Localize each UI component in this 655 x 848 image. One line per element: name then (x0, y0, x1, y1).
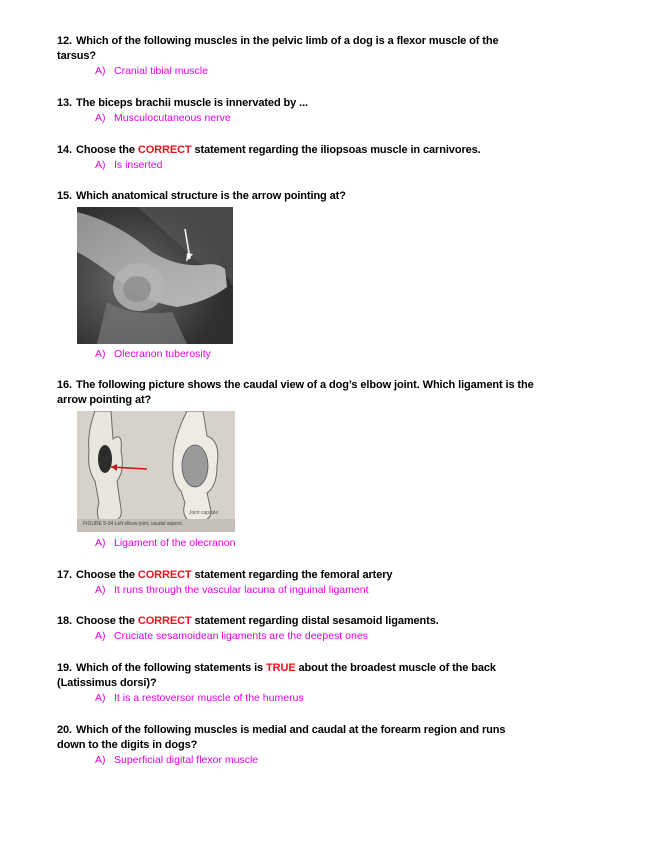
question-text: Which of the following muscles in the pelvic limb of a dog is a flexor muscle of the (76, 35, 499, 47)
question-text: Which anatomical structure is the arrow pointing at? (76, 190, 346, 202)
question-17: 17. Choose the CORRECT statement regarding the femoral artery A) It runs through the vascular lacuna of inguinal ligament (57, 568, 597, 598)
question-text-cont: arrow pointing at? (57, 394, 152, 406)
question-number: 18. (57, 615, 72, 627)
question-15 (57, 189, 597, 204)
question-text: Which of the following muscles is medial and caudal at the forearm region and runs (76, 724, 506, 736)
question-13 (57, 96, 597, 126)
question-20 (57, 723, 597, 768)
emphasis-word: CORRECT (137, 144, 192, 156)
question-18: 18. Choose the CORRECT statement regarding distal sesamoid ligaments. A) Cruciate sesamoidean ligaments are the deepest ones (57, 614, 597, 644)
question-number: 14. (57, 144, 72, 156)
emphasis-word: CORRECT (137, 569, 192, 581)
answer: A) Cranial tibial muscle (95, 65, 208, 77)
question-14: 14. Choose the CORRECT statement regarding the iliopsoas muscle in carnivores. A) Is inserted (57, 143, 597, 173)
answer-15-wrapper (57, 347, 597, 362)
answer: A) Olecranon tuberosity (95, 348, 211, 360)
question-text-cont: tarsus? (57, 50, 97, 62)
figure-caption: FIGURE 5-34 Left elbow joint, caudal aspect. (83, 521, 184, 527)
answer: A) Ligament of the olecranon (95, 537, 236, 549)
question-16 (57, 378, 597, 408)
question-text: The following picture shows the caudal view of a dog’s elbow joint. Which ligament is the (76, 379, 534, 391)
question-number: 16. (57, 379, 72, 391)
question-text-cont: down to the digits in dogs? (57, 739, 198, 751)
answer: A) Musculocutaneous nerve (95, 112, 231, 124)
question-number: 20. (57, 724, 72, 736)
question-number: 13. (57, 97, 72, 109)
question-number: 15. (57, 190, 72, 202)
answer-16-wrapper (57, 536, 597, 551)
question-text-cont: (Latissimus dorsi)? (57, 677, 157, 689)
answer: A) Cruciate sesamoidean ligaments are the deepest ones (95, 630, 368, 642)
emphasis-word: TRUE (266, 662, 296, 674)
elbow-ligament-figure (77, 411, 235, 532)
question-12 (57, 34, 597, 79)
question-number: 19. (57, 662, 72, 674)
question-number: 17. (57, 569, 72, 581)
question-19: 19. Which of the following statements is TRUE about the broadest muscle of the back (Latissimus dorsi)? A) It is a restoversor muscle of the humerus (57, 661, 597, 706)
question-number: 12. (57, 35, 72, 47)
answer: A) It runs through the vascular lacuna of inguinal ligament (95, 584, 369, 596)
answer: A) It is a restoversor muscle of the humerus (95, 692, 304, 704)
joint-capsule-label: Joint capsule (189, 510, 219, 516)
xray-elbow-image (77, 207, 233, 344)
emphasis-word: CORRECT (137, 615, 192, 627)
question-text: The biceps brachii muscle is innervated by ... (76, 97, 308, 109)
answer: A) Is inserted (95, 159, 163, 171)
answer: A) Superficial digital flexor muscle (95, 754, 259, 766)
